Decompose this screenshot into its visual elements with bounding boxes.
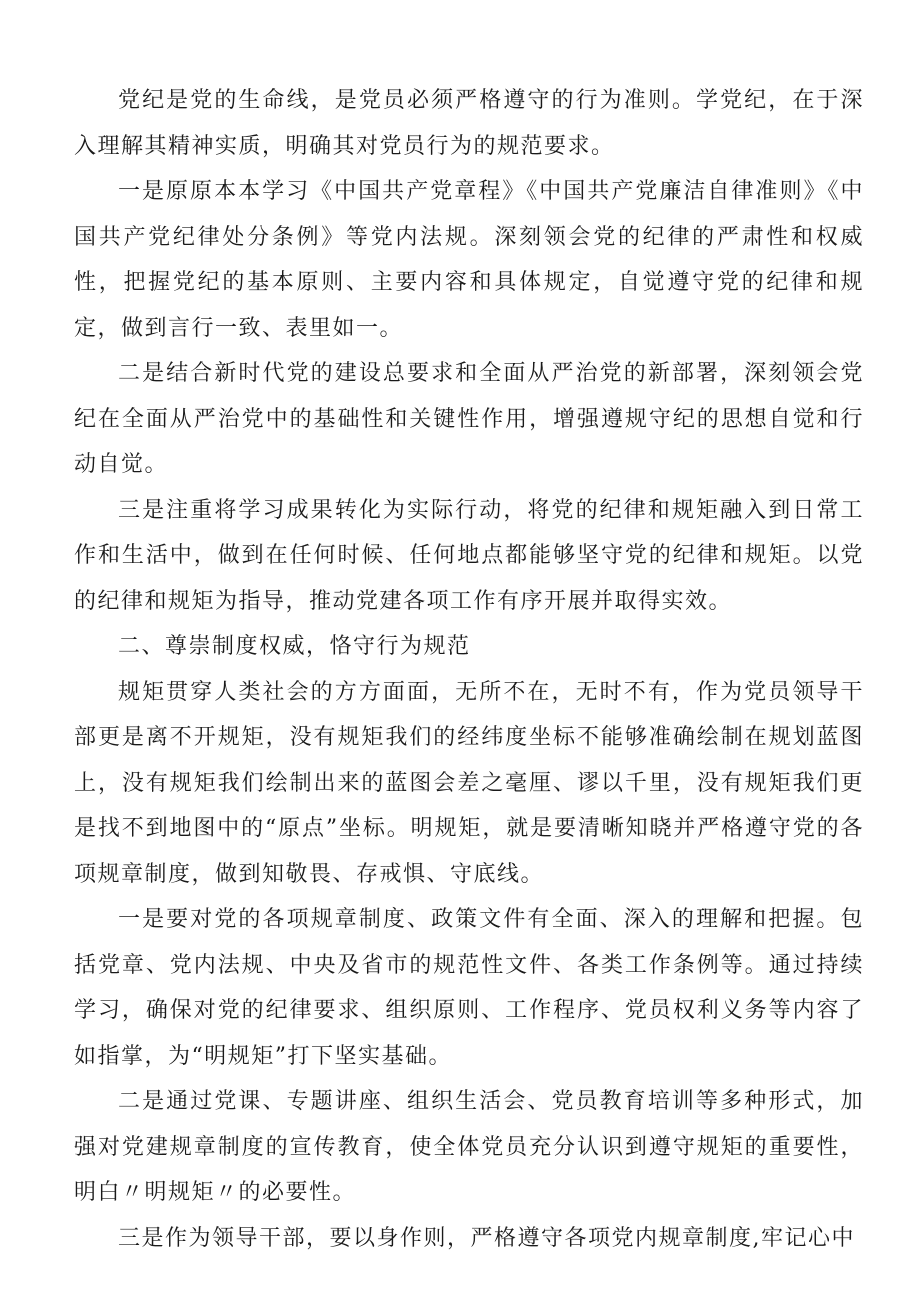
document-body — [74, 78, 864, 1261]
paragraph-point-2: 二是结合新时代党的建设总要求和全面从严治党的新部署，深刻领会党纪在全面从严治党中的基础性和关键性作用，增强遵规守纪的思想自觉和行动自觉。 — [74, 361, 864, 477]
paragraph-point-1: 一是原原本本学习《中国共产党章程》《中国共产党廉洁自律准则》《中国共产党纪律处分条例》等党内法规。深刻领会党的纪律的严肃性和权威性，把握党纪的基本原则、主要内容和具体规定，自觉遵守党的纪律和规定，做到言行一致、表里如一。 — [74, 179, 864, 341]
section-heading: 二、尊崇制度权威，恪守行为规范 — [118, 634, 471, 659]
paragraph-point-3: 三是注重将学习成果转化为实际行动，将党的纪律和规矩融入到日常工作和生活中，做到在任何时候、任何地点都能够坚守党的纪律和规矩。以党的纪律和规矩为指导，推动党建各项工作有序开展并取得实效。 — [74, 497, 864, 614]
paragraph-section-point-1: 一是要对党的各项规章制度、政策文件有全面、深入的理解和把握。包括党章、党内法规、中央及省市的规范性文件、各类工作条例等。通过持续学习，确保对党的纪律要求、组织原则、工作程序、党员权利义务等内容了如指掌，为“明规矩”打下坚实基础。 — [74, 907, 864, 1069]
paragraph-section-intro: 规矩贯穿人类社会的方方面面，无所不在，无时不有，作为党员领导干部更是离不开规矩，没有规矩我们的经纬度坐标不能够准确绘制在规划蓝图上，没有规矩我们绘制出来的蓝图会差之毫厘、谬以千里，没有规矩我们更是找不到地图中的“原点”坐标。明规矩，就是要清晰知晓并严格遵守党的各项规章制度，做到知敬畏、存戒惧、守底线。 — [74, 679, 864, 887]
paragraph-section-point-2: 二是通过党课、专题讲座、组织生活会、党员教育培训等多种形式，加强对党建规章制度的宣传教育，使全体党员充分认识到遵守规矩的重要性，明白〃明规矩〃的必要性。 — [74, 1089, 864, 1205]
paragraph-intro: 党纪是党的生命线，是党员必须严格遵守的行为准则。学党纪，在于深入理解其精神实质，明确其对党员行为的规范要求。 — [74, 88, 864, 159]
paragraph-section-point-3: 三是作为领导干部，要以身作则，严格遵守各项党内规章制度,牢记心中 — [118, 1225, 855, 1251]
